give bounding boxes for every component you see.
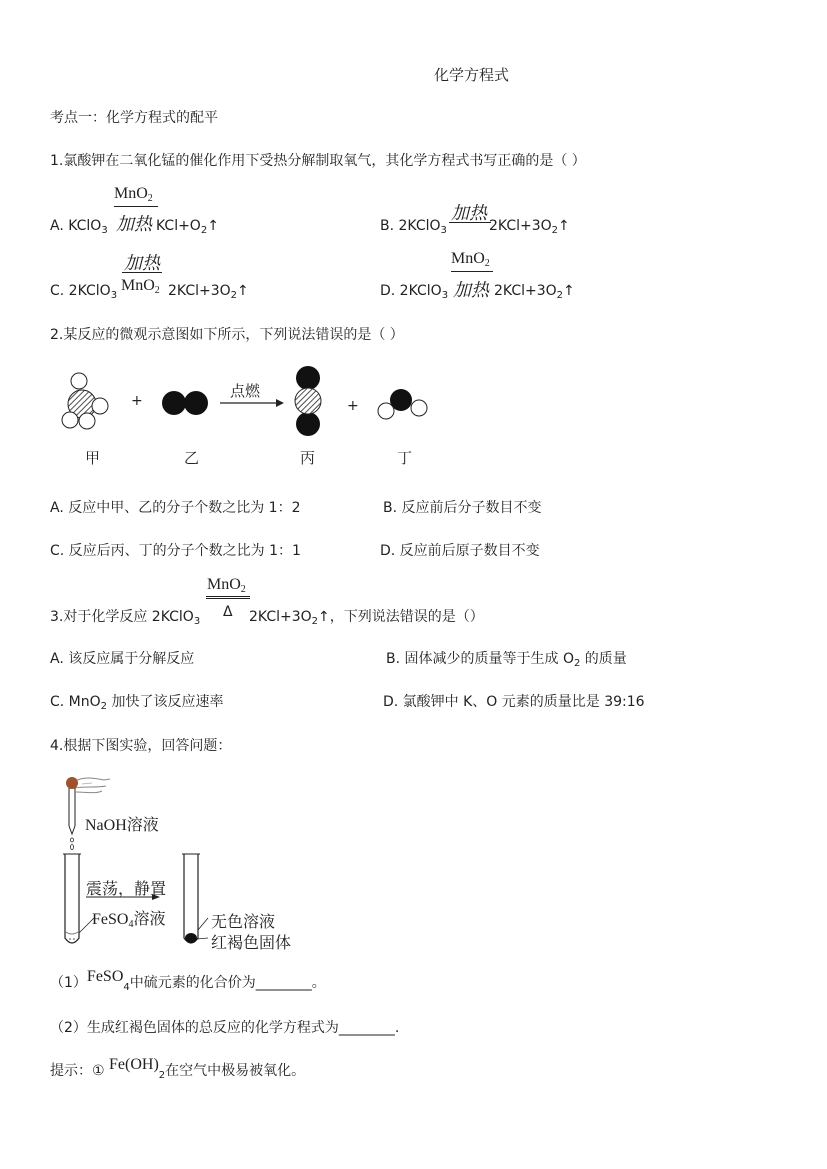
q3-stem-left: 3.对于化学反应 2KClO$_3$	[50, 609, 201, 627]
q1-d-condition-line	[451, 271, 493, 272]
shake-label: 震荡，静置	[86, 881, 167, 898]
q1-c-heat: 加热	[124, 253, 160, 274]
q4-part1: （1）FeSO$_4$中硫元素的化合价为________。	[50, 968, 326, 993]
label-bing: 丙	[300, 449, 316, 467]
q3-option-b: B. 固体减少的质量等于生成 $O_2$ 的质量	[386, 651, 627, 669]
red-brown-label: 红褐色固体	[211, 935, 292, 952]
plus-sign-2: +	[347, 398, 359, 414]
q2-arrowhead	[276, 399, 284, 407]
feso4-label: FeSO$_4$溶液	[92, 911, 166, 930]
section-heading: 考点一：化学方程式的配平	[50, 110, 218, 126]
q2-option-a: A. 反应中甲、乙的分子个数之比为 1：2	[50, 500, 301, 516]
page-title: 化学方程式	[434, 66, 510, 84]
q2-option-c: C. 反应后丙、丁的分子个数之比为 1：1	[50, 543, 301, 559]
test-tube-1	[63, 854, 81, 943]
q3-condition-line	[206, 596, 250, 599]
label-yi: 乙	[184, 449, 200, 467]
colorless-leader	[198, 918, 208, 930]
q3-option-d: D. 氯酸钾中 K、O 元素的质量比是 39:16	[383, 694, 645, 710]
q1-b-condition-line	[449, 222, 491, 223]
q4-stem: 4.根据下图实验，回答问题：	[50, 738, 232, 754]
q1-b-reactant: B. 2KClO$_3$	[380, 218, 447, 236]
molecule-yi	[162, 391, 208, 415]
q2-option-d: D. 反应前后原子数目不变	[380, 543, 540, 559]
molecule-ding	[378, 389, 427, 419]
test-tube-2	[182, 854, 200, 943]
molecule-jia	[62, 373, 108, 429]
red-brown-precipitate	[185, 933, 197, 943]
q2-stem: 2.某反应的微观示意图如下所示，下列说法错误的是（ ）	[50, 327, 404, 343]
precipitate-leader	[197, 938, 208, 939]
q1-a-heat: 加热	[116, 214, 152, 235]
q1-b-heat: 加热	[451, 203, 487, 224]
molecule-bing	[295, 366, 321, 436]
label-ding: 丁	[397, 449, 413, 467]
q4-hint: 提示：① $Fe(OH)_2$在空气中极易被氧化。	[50, 1056, 306, 1081]
plus-sign-1: +	[131, 393, 143, 409]
q1-c-catalyst: MnO$_2$	[121, 277, 160, 296]
q2-condition: 点燃	[230, 382, 261, 400]
q1-d-reactant: D. 2KClO$_3$	[380, 283, 449, 301]
q1-a-reactant: A. KClO$_3$	[50, 218, 108, 236]
q3-delta: Δ	[223, 604, 233, 620]
q1-a-product: $KCl+O_2↑$	[156, 218, 219, 236]
q1-c-product: $2KCl+3O_2↑$	[168, 283, 249, 301]
q1-c-reactant: C. 2KClO$_3$	[50, 283, 118, 301]
q3-option-c: C. MnO$_2$ 加快了该反应速率	[50, 694, 224, 712]
q3-option-a: A. 该反应属于分解反应	[50, 651, 195, 667]
q3-catalyst: MnO$_2$	[207, 576, 246, 595]
naoh-label: NaOH溶液	[85, 817, 159, 834]
hand-icon	[74, 778, 110, 793]
dropper-bulb	[66, 777, 78, 789]
q1-stem: 1.氯酸钾在二氧化锰的催化作用下受热分解制取氧气，其化学方程式书写正确的是（ ）	[50, 153, 586, 169]
q1-b-product: $2KCl+3O_2↑$	[489, 218, 570, 236]
q4-part2: （2）生成红褐色固体的总反应的化学方程式为________.	[50, 1020, 400, 1036]
q1-c-condition-line	[122, 272, 162, 273]
q1-d-product: $2KCl+3O_2↑$	[494, 283, 575, 301]
q2-reaction-diagram	[50, 362, 490, 472]
q1-d-heat: 加热	[453, 280, 489, 301]
q2-option-b: B. 反应前后分子数目不变	[383, 500, 542, 516]
q1-d-catalyst: MnO$_2$	[451, 250, 490, 269]
dropper-icon	[69, 788, 75, 850]
colorless-label: 无色溶液	[211, 914, 276, 931]
label-jia: 甲	[85, 449, 101, 467]
q1-a-catalyst: MnO$_2$	[114, 185, 153, 204]
q1-a-condition-line	[114, 206, 158, 207]
q3-stem-right: $2KCl+3O_2↑$，下列说法错误的是（）	[249, 609, 484, 627]
